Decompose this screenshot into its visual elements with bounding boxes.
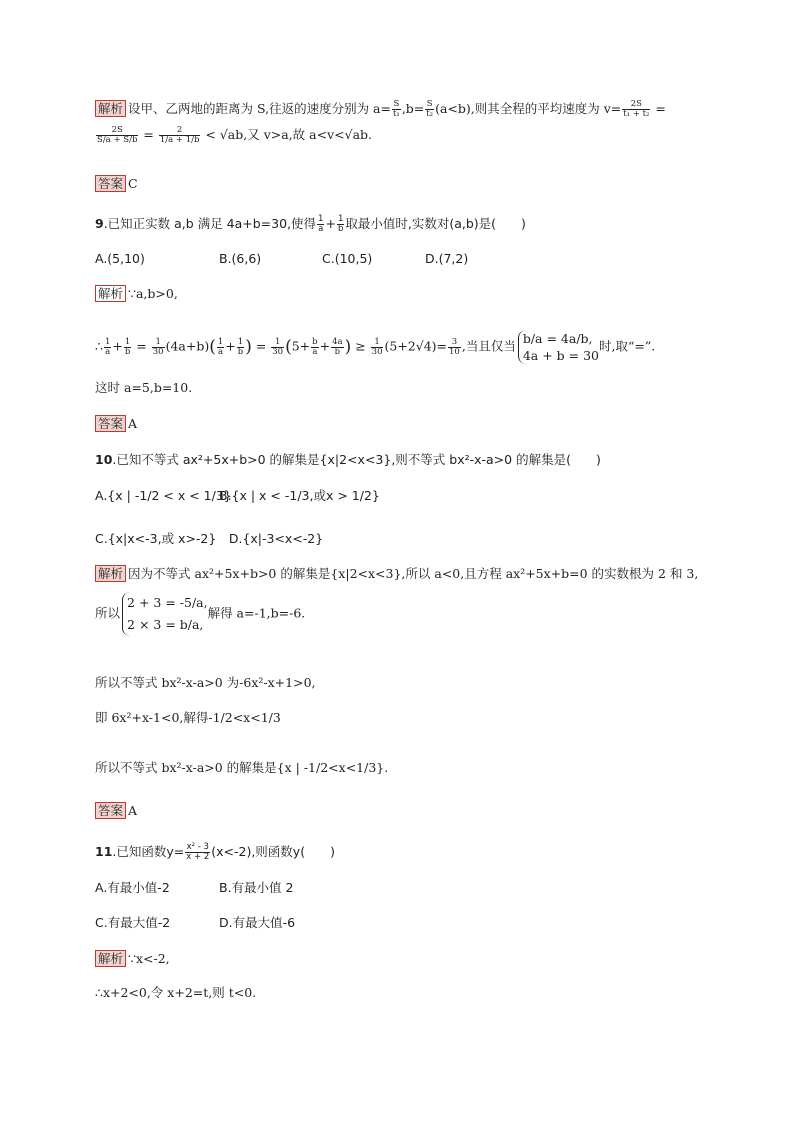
answer-tag: 答案 (95, 415, 126, 432)
option-d[interactable]: D.有最大值-6 (219, 915, 296, 930)
option-c[interactable]: C.(10,5) (322, 251, 373, 266)
option-a[interactable]: A.{x | -1/2 < x < 1/3} (95, 488, 232, 503)
question-11-stem: 11.已知函数y= $\frac{\text{x² - 3}}{x + 2}$ (x<-2),则函数y( ) (95, 842, 335, 862)
equation-system: 2 + 3 = -5/a, 2 × 3 = b/a, (122, 592, 208, 636)
option-a[interactable]: A.有最小值-2 (95, 880, 170, 895)
solution-line: 解析 因为不等式 ax²+5x+b>0 的解集是{x|2<x<3},所以 a<0,且方程 ax²+5x+b=0 的实数根为 2 和 3, (95, 565, 698, 582)
option-b[interactable]: B.{x | x < -1/3,或x > 1/2} (219, 488, 380, 503)
question-9-stem: 9.已知正实数 a,b 满足 4a+b=30,使得 $\frac{1}{a}$ + $\frac{1}{b}$ 取最小值时,实数对(a,b)是( ) (95, 214, 526, 234)
analysis-tag: 解析 (95, 950, 126, 967)
option-b[interactable]: B.(6,6) (219, 251, 262, 266)
analysis-tag: 解析 (95, 100, 126, 117)
equation-system: b/a = 4a/b, 4a + b = 30 (518, 330, 599, 364)
solution-line: 解析 ∵x<-2, (95, 950, 170, 967)
question-11-options-ab (95, 880, 293, 896)
option-c[interactable]: C.有最大值-2 (95, 915, 171, 930)
solution-line: 即 6x²+x-1<0,解得-1/2<x<1/3 (95, 710, 281, 725)
answer-line: 答案 C (95, 175, 138, 192)
solution-line: $\frac{2S}{S/a + S/b}$ = $\frac{2}{1/a + 1/b}$ < √ab,又 v>a,故 a<v<√ab. (97, 125, 372, 145)
option-d[interactable]: D.(7,2) (425, 251, 469, 266)
answer-tag: 答案 (95, 802, 126, 819)
analysis-tag: 解析 (95, 285, 126, 302)
question-9-options (95, 251, 468, 267)
solution-line: 所以不等式 bx²-x-a>0 的解集是{x | -1/2<x<1/3}. (95, 760, 389, 775)
solution-line: ∴ $\frac{1}{a}$ + $\frac{1}{b}$ = $\frac{1}{30}$ (4a+b)( $\frac{1}{a}$ + $\frac{1}{b}$ ) = $\frac{1}{30}$ (5+ $\frac{b}{a}$ + $\frac{4a}{b}$ ) ≥ $\frac{1}{30}$ (5+2√4)= $\frac{3}{10}$ ,当且仅当 b/a = 4a/b, 4a + b = 30 时,取“=”. (95, 331, 656, 363)
solution-line: 解析 设甲、乙两地的距离为 S,往返的速度分别为 a= $\frac{S}{\text{t₁}}$ ,b= $\frac{S}{\text{t₂}}$ (a<b),则其全程的平均速度为 v= $\frac{2S}{\text{t₁ + t₂}}$ = (95, 100, 666, 119)
option-a[interactable]: A.(5,10) (95, 251, 145, 266)
question-10-stem: 10.已知不等式 ax²+5x+b>0 的解集是{x|2<x<3},则不等式 bx²-x-a>0 的解集是( ) (95, 452, 601, 467)
answer-line: 答案 A (95, 802, 137, 819)
answer-line: 答案 A (95, 415, 137, 432)
question-10-options-ab (95, 488, 380, 504)
question-10-options-cd (95, 531, 323, 547)
question-11-options-cd (95, 915, 295, 931)
option-cd[interactable]: C.{x|x<-3,或 x>-2} D.{x|-3<x<-2} (95, 531, 324, 546)
solution-line: 这时 a=5,b=10. (95, 380, 193, 395)
solution-line: 所以不等式 bx²-x-a>0 为-6x²-x+1>0, (95, 675, 316, 690)
answer-tag: 答案 (95, 175, 126, 192)
solution-line: 所以 2 + 3 = -5/a, 2 × 3 = b/a, 解得 a=-1,b=-6. (95, 592, 305, 636)
solution-line: 解析 ∵a,b>0, (95, 285, 178, 302)
solution-line: ∴x+2<0,令 x+2=t,则 t<0. (95, 985, 257, 1000)
analysis-tag: 解析 (95, 565, 126, 582)
option-b[interactable]: B.有最小值 2 (219, 880, 294, 895)
